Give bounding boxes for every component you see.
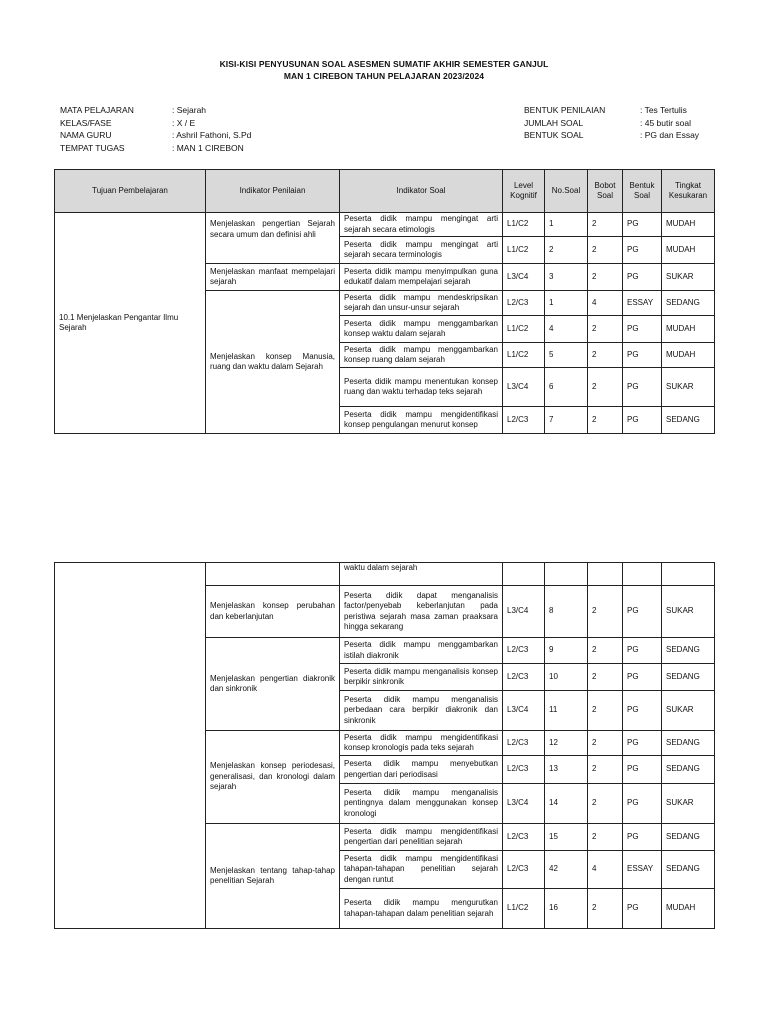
tingkat-cell: SEDANG (662, 664, 715, 691)
tingkat-cell: MUDAH (662, 316, 715, 343)
level-cell: L2/C3 (503, 638, 545, 664)
tingkat-cell: SUKAR (662, 784, 715, 824)
no-soal-cell: 1 (545, 291, 588, 316)
no-soal-cell (545, 563, 588, 586)
indikator-penilaian-cell: Menjelaskan konsep perubahan dan keberlanjutan (206, 586, 340, 638)
level-cell: L3/C4 (503, 368, 545, 407)
indikator-soal-cell: Peserta didik mampu mengidentifikasi konsep pengulangan menurut konsep (340, 407, 503, 434)
bentuk-cell: PG (623, 691, 662, 731)
no-soal-cell: 5 (545, 343, 588, 368)
meta-label: BENTUK SOAL (524, 130, 584, 140)
indikator-soal-cell: Peserta didik mampu mengurutkan tahapan-tahapan dalam penelitian sejarah (340, 889, 503, 929)
no-soal-cell: 13 (545, 756, 588, 784)
bentuk-cell: PG (623, 638, 662, 664)
meta-row-tempat (60, 142, 251, 155)
bentuk-cell: PG (623, 664, 662, 691)
tingkat-cell: SUKAR (662, 368, 715, 407)
meta-row-guru (60, 129, 251, 142)
meta-right (524, 104, 699, 142)
indikator-soal-cell: waktu dalam sejarah (340, 563, 503, 586)
no-soal-cell: 14 (545, 784, 588, 824)
kisi-kisi-table-page1 (54, 169, 715, 434)
meta-value: : Tes Tertulis (640, 105, 687, 115)
document-title: KISI-KISI PENYUSUNAN SOAL ASESMEN SUMATIF AKHIR SEMESTER GANJUL (219, 59, 549, 69)
meta-label: TEMPAT TUGAS (60, 142, 125, 153)
indikator-soal-cell: Peserta didik mampu mengingat arti sejarah secara terminologis (340, 237, 503, 264)
bobot-cell: 2 (588, 731, 623, 756)
level-cell: L2/C3 (503, 824, 545, 851)
indikator-penilaian-cell: Menjelaskan pengertian Sejarah secara umum dan definisi ahli (206, 213, 340, 264)
meta-label: NAMA GURU (60, 130, 112, 140)
indikator-soal-cell: Peserta didik mampu menentukan konsep ruang dan waktu terhadap teks sejarah (340, 368, 503, 407)
no-soal-cell: 42 (545, 851, 588, 889)
level-cell (503, 563, 545, 586)
tingkat-cell: SEDANG (662, 851, 715, 889)
meta-label: MATA PELAJARAN (60, 105, 134, 115)
level-cell: L3/C4 (503, 691, 545, 731)
no-soal-cell: 4 (545, 316, 588, 343)
no-soal-cell: 2 (545, 237, 588, 264)
indikator-soal-cell: Peserta didik mampu menggambarkan konsep ruang dalam sejarah (340, 343, 503, 368)
meta-label: JUMLAH SOAL (524, 117, 584, 128)
indikator-soal-cell: Peserta didik mampu mendeskripsikan sejarah dan unsur-unsur sejarah (340, 291, 503, 316)
bobot-cell: 4 (588, 851, 623, 889)
header-indikator-soal: Indikator Soal (340, 170, 503, 213)
no-soal-cell: 11 (545, 691, 588, 731)
tingkat-cell: SEDANG (662, 824, 715, 851)
bobot-cell: 2 (588, 664, 623, 691)
bobot-cell: 2 (588, 316, 623, 343)
bobot-cell: 4 (588, 291, 623, 316)
bentuk-cell: ESSAY (623, 851, 662, 889)
level-cell: L1/C2 (503, 316, 545, 343)
tujuan-cell-continued (55, 563, 206, 929)
bobot-cell: 2 (588, 889, 623, 929)
indikator-penilaian-cell: Menjelaskan tentang tahap-tahap penelitian Sejarah (206, 824, 340, 929)
header-tingkat: Tingkat Kesukaran (662, 170, 715, 213)
meta-label: BENTUK PENILAIAN (524, 105, 606, 115)
header-bobot: Bobot Soal (588, 170, 623, 213)
header-bentuk: Bentuk Soal (623, 170, 662, 213)
no-soal-cell: 6 (545, 368, 588, 407)
table-header-row (55, 170, 715, 213)
bentuk-cell: ESSAY (623, 291, 662, 316)
meta-value: : 45 butir soal (640, 117, 692, 128)
level-cell: L1/C2 (503, 889, 545, 929)
level-cell: L2/C3 (503, 664, 545, 691)
bobot-cell: 2 (588, 691, 623, 731)
bobot-cell: 2 (588, 407, 623, 434)
no-soal-cell: 7 (545, 407, 588, 434)
bentuk-cell: PG (623, 889, 662, 929)
no-soal-cell: 8 (545, 586, 588, 638)
tingkat-cell: SEDANG (662, 638, 715, 664)
indikator-penilaian-cell (206, 563, 340, 586)
bentuk-cell: PG (623, 756, 662, 784)
bobot-cell: 2 (588, 586, 623, 638)
level-cell: L3/C4 (503, 264, 545, 291)
level-cell: L2/C3 (503, 291, 545, 316)
meta-row-mapel (60, 104, 251, 117)
bobot-cell: 2 (588, 264, 623, 291)
indikator-soal-cell: Peserta didik mampu menganalisis perbedaan cara berpikir diakronik dan sinkronik (340, 691, 503, 731)
bobot-cell: 2 (588, 784, 623, 824)
indikator-soal-cell: Peserta didik mampu mengidentifikasi tahapan-tahapan penelitian sejarah dengan runtut (340, 851, 503, 889)
no-soal-cell: 16 (545, 889, 588, 929)
indikator-penilaian-cell: Menjelaskan manfaat mempelajari sejarah (206, 264, 340, 291)
bentuk-cell (623, 563, 662, 586)
indikator-soal-cell: Peserta didik mampu mengingat arti sejarah secara etimologis (340, 213, 503, 237)
header-no-soal: No.Soal (545, 170, 588, 213)
level-cell: L2/C3 (503, 756, 545, 784)
tingkat-cell (662, 563, 715, 586)
tingkat-cell: SUKAR (662, 264, 715, 291)
bobot-cell: 2 (588, 237, 623, 264)
bentuk-cell: PG (623, 407, 662, 434)
indikator-soal-cell: Peserta didik mampu mengidentifikasi pengertian dari penelitian sejarah (340, 824, 503, 851)
indikator-penilaian-cell: Menjelaskan konsep periodesasi, generalisasi, dan kronologi dalam sejarah (206, 731, 340, 824)
level-cell: L2/C3 (503, 851, 545, 889)
indikator-soal-cell: Peserta didik mampu menyimpulkan guna edukatif dalam mempelajari sejarah (340, 264, 503, 291)
no-soal-cell: 9 (545, 638, 588, 664)
meta-row-bentuk (524, 129, 699, 142)
bentuk-cell: PG (623, 213, 662, 237)
level-cell: L1/C2 (503, 343, 545, 368)
header-level: Level Kognitif (503, 170, 545, 213)
no-soal-cell: 3 (545, 264, 588, 291)
level-cell: L2/C3 (503, 407, 545, 434)
no-soal-cell: 15 (545, 824, 588, 851)
meta-value: : Sejarah (172, 105, 207, 115)
tingkat-cell: MUDAH (662, 889, 715, 929)
bentuk-cell: PG (623, 316, 662, 343)
bentuk-cell: PG (623, 264, 662, 291)
meta-left (60, 104, 251, 154)
bobot-cell: 2 (588, 756, 623, 784)
bobot-cell: 2 (588, 638, 623, 664)
no-soal-cell: 12 (545, 731, 588, 756)
bentuk-cell: PG (623, 784, 662, 824)
tujuan-cell: 10.1 Menjelaskan Pengantar Ilmu Sejarah (55, 213, 206, 434)
level-cell: L1/C2 (503, 237, 545, 264)
tingkat-cell: MUDAH (662, 213, 715, 237)
tingkat-cell: MUDAH (662, 237, 715, 264)
indikator-soal-cell: Peserta didik mampu mengidentifikasi konsep kronologis pada teks sejarah (340, 731, 503, 756)
bentuk-cell: PG (623, 343, 662, 368)
meta-label: KELAS/FASE (60, 117, 112, 128)
bobot-cell: 2 (588, 368, 623, 407)
level-cell: L2/C3 (503, 731, 545, 756)
indikator-soal-cell: Peserta didik mampu menganalisis konsep berpikir sinkronik (340, 664, 503, 691)
table-row (55, 213, 715, 237)
meta-row-kelas (60, 117, 251, 130)
meta-value: : PG dan Essay (640, 130, 700, 140)
indikator-soal-cell: Peserta didik mampu menganalisis pentingnya dalam menggunakan konsep kronologi (340, 784, 503, 824)
bentuk-cell: PG (623, 237, 662, 264)
level-cell: L3/C4 (503, 586, 545, 638)
tingkat-cell: SEDANG (662, 731, 715, 756)
indikator-soal-cell: Peserta didik dapat menganalisis factor/penyebab keberlanjutan pada peristiwa sejarah masa zaman praaksara hingga sekarang (340, 586, 503, 638)
indikator-soal-cell: Peserta didik mampu menyebutkan pengertian dari periodisasi (340, 756, 503, 784)
tingkat-cell: SUKAR (662, 586, 715, 638)
bobot-cell (588, 563, 623, 586)
no-soal-cell: 10 (545, 664, 588, 691)
level-cell: L1/C2 (503, 213, 545, 237)
tingkat-cell: MUDAH (662, 343, 715, 368)
indikator-soal-cell: Peserta didik mampu menggambarkan istilah diakronik (340, 638, 503, 664)
indikator-soal-cell: Peserta didik mampu menggambarkan konsep waktu dalam sejarah (340, 316, 503, 343)
meta-value: : MAN 1 CIREBON (172, 142, 244, 153)
bobot-cell: 2 (588, 213, 623, 237)
tingkat-cell: SUKAR (662, 691, 715, 731)
bentuk-cell: PG (623, 824, 662, 851)
bentuk-cell: PG (623, 586, 662, 638)
no-soal-cell: 1 (545, 213, 588, 237)
header-tujuan: Tujuan Pembelajaran (55, 170, 206, 213)
level-cell: L3/C4 (503, 784, 545, 824)
tingkat-cell: SEDANG (662, 407, 715, 434)
table-row (55, 563, 715, 586)
indikator-penilaian-cell: Menjelaskan konsep Manusia, ruang dan waktu dalam Sejarah (206, 291, 340, 434)
bentuk-cell: PG (623, 368, 662, 407)
meta-value: : X / E (172, 117, 196, 128)
meta-row-penilaian (524, 104, 699, 117)
indikator-penilaian-cell: Menjelaskan pengertian diakronik dan sinkronik (206, 638, 340, 731)
bobot-cell: 2 (588, 343, 623, 368)
document-subtitle: MAN 1 CIREBON TAHUN PELAJARAN 2023/2024 (283, 71, 485, 81)
header-indikator-penilaian: Indikator Penilaian (206, 170, 340, 213)
bentuk-cell: PG (623, 731, 662, 756)
tingkat-cell: SEDANG (662, 756, 715, 784)
kisi-kisi-table-page2 (54, 562, 715, 929)
tingkat-cell: SEDANG (662, 291, 715, 316)
meta-value: : Ashril Fathoni, S.Pd (172, 130, 252, 140)
bobot-cell: 2 (588, 824, 623, 851)
meta-row-jumlah (524, 117, 699, 130)
